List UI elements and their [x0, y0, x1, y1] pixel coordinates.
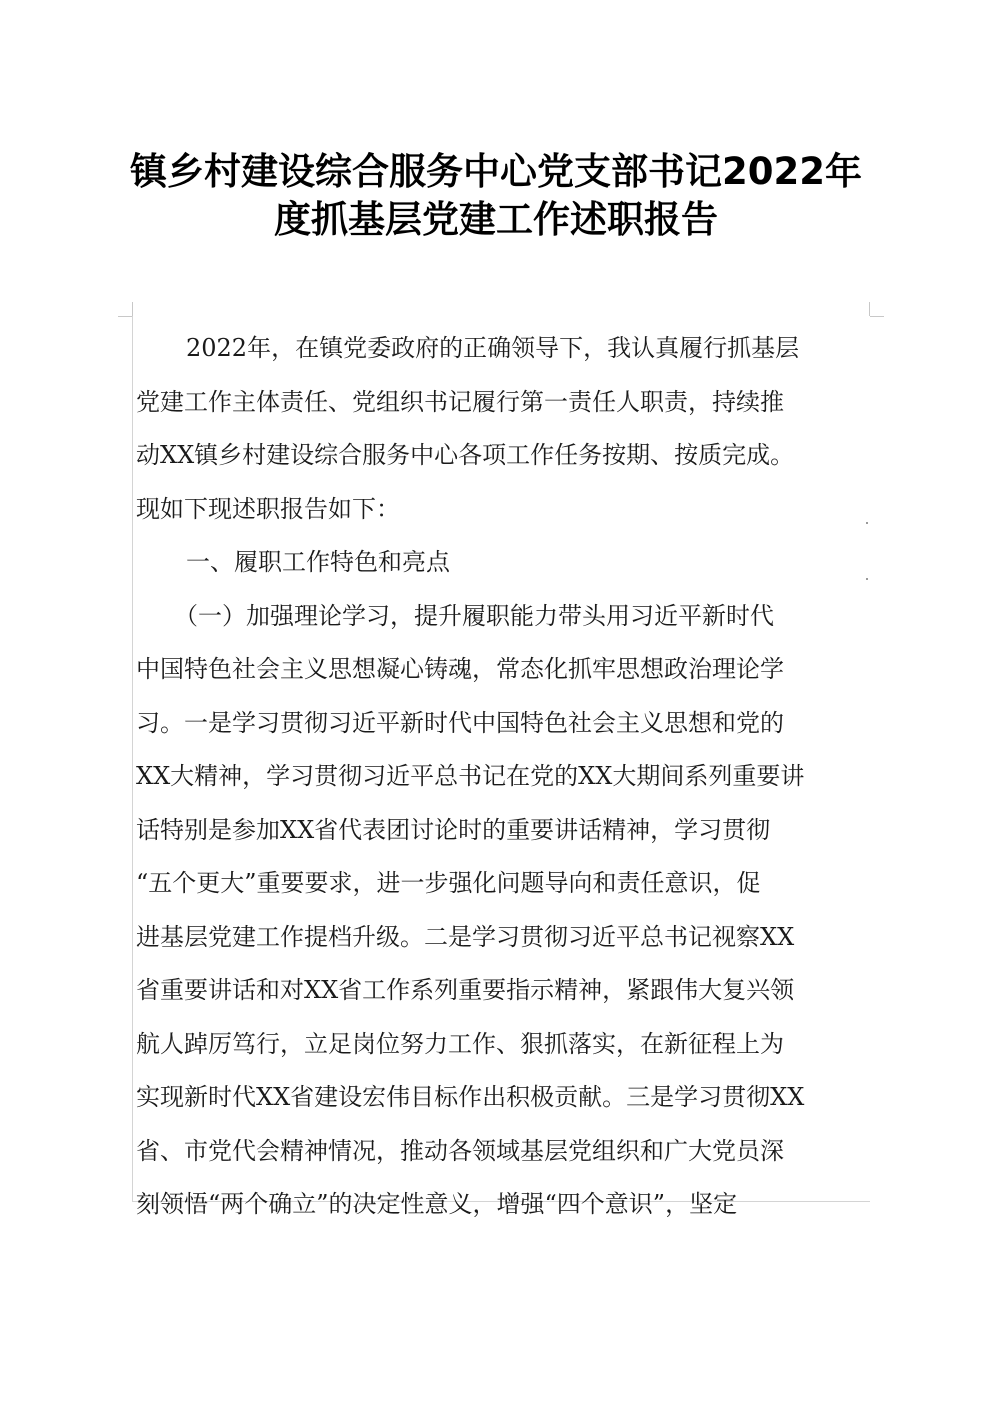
section-heading: 一、履职工作特色和亮点 — [186, 548, 450, 576]
body-line: 2022年，在镇党委政府的正确领导下，我认真履行抓基层 — [186, 334, 800, 362]
document-body — [136, 322, 872, 1232]
subsection-heading: （一）加强理论学习，提升履职能力带头用习近平新时代 — [174, 601, 774, 630]
document-title — [0, 148, 992, 244]
body-line: “五个更大”重要要求，进一步强化问题导向和责任意识，促 — [136, 869, 761, 897]
frame-corner-mark — [870, 316, 884, 317]
body-line: 话特别是参加XX省代表团讨论时的重要讲话精神，学习贯彻 — [136, 815, 771, 844]
body-line: 刻领悟“两个确立”的决定性意义，增强“四个意识”，坚定 — [136, 1190, 738, 1218]
body-line: 省重要讲话和对XX省工作系列重要指示精神，紧跟伟大复兴领 — [136, 976, 795, 1004]
body-line: 动XX镇乡村建设综合服务中心各项工作任务按期、按质完成。 — [136, 441, 795, 469]
body-line: 党建工作主体责任、党组织书记履行第一责任人职责，持续推 — [136, 387, 784, 416]
body-line: 进基层党建工作提档升级。二是学习贯彻习近平总书记视察XX — [136, 922, 795, 951]
body-line: 习。一是学习贯彻习近平新时代中国特色社会主义思想和党的 — [136, 708, 784, 737]
body-line: 实现新时代XX省建设宏伟目标作出积极贡献。三是学习贯彻XX — [136, 1083, 805, 1111]
body-line: 航人踔厉笃行，立足岗位努力工作、狠抓落实，在新征程上为 — [136, 1029, 784, 1058]
body-line: 现如下现述职报告如下： — [136, 494, 400, 523]
body-line: 中国特色社会主义思想凝心铸魂，常态化抓牢思想政治理论学 — [136, 655, 784, 683]
body-line: 省、市党代会精神情况，推动各领域基层党组织和广大党员深 — [136, 1136, 784, 1165]
frame-corner-mark — [118, 316, 132, 317]
frame-corner-mark — [869, 302, 870, 316]
title-line-1: 镇乡村建设综合服务中心党支部书记2022年 — [130, 150, 862, 193]
body-line: XX大精神，学习贯彻习近平总书记在党的XX大期间系列重要讲 — [136, 762, 805, 790]
title-line-2: 度抓基层党建工作述职报告 — [274, 198, 718, 241]
frame-corner-mark — [132, 302, 133, 316]
